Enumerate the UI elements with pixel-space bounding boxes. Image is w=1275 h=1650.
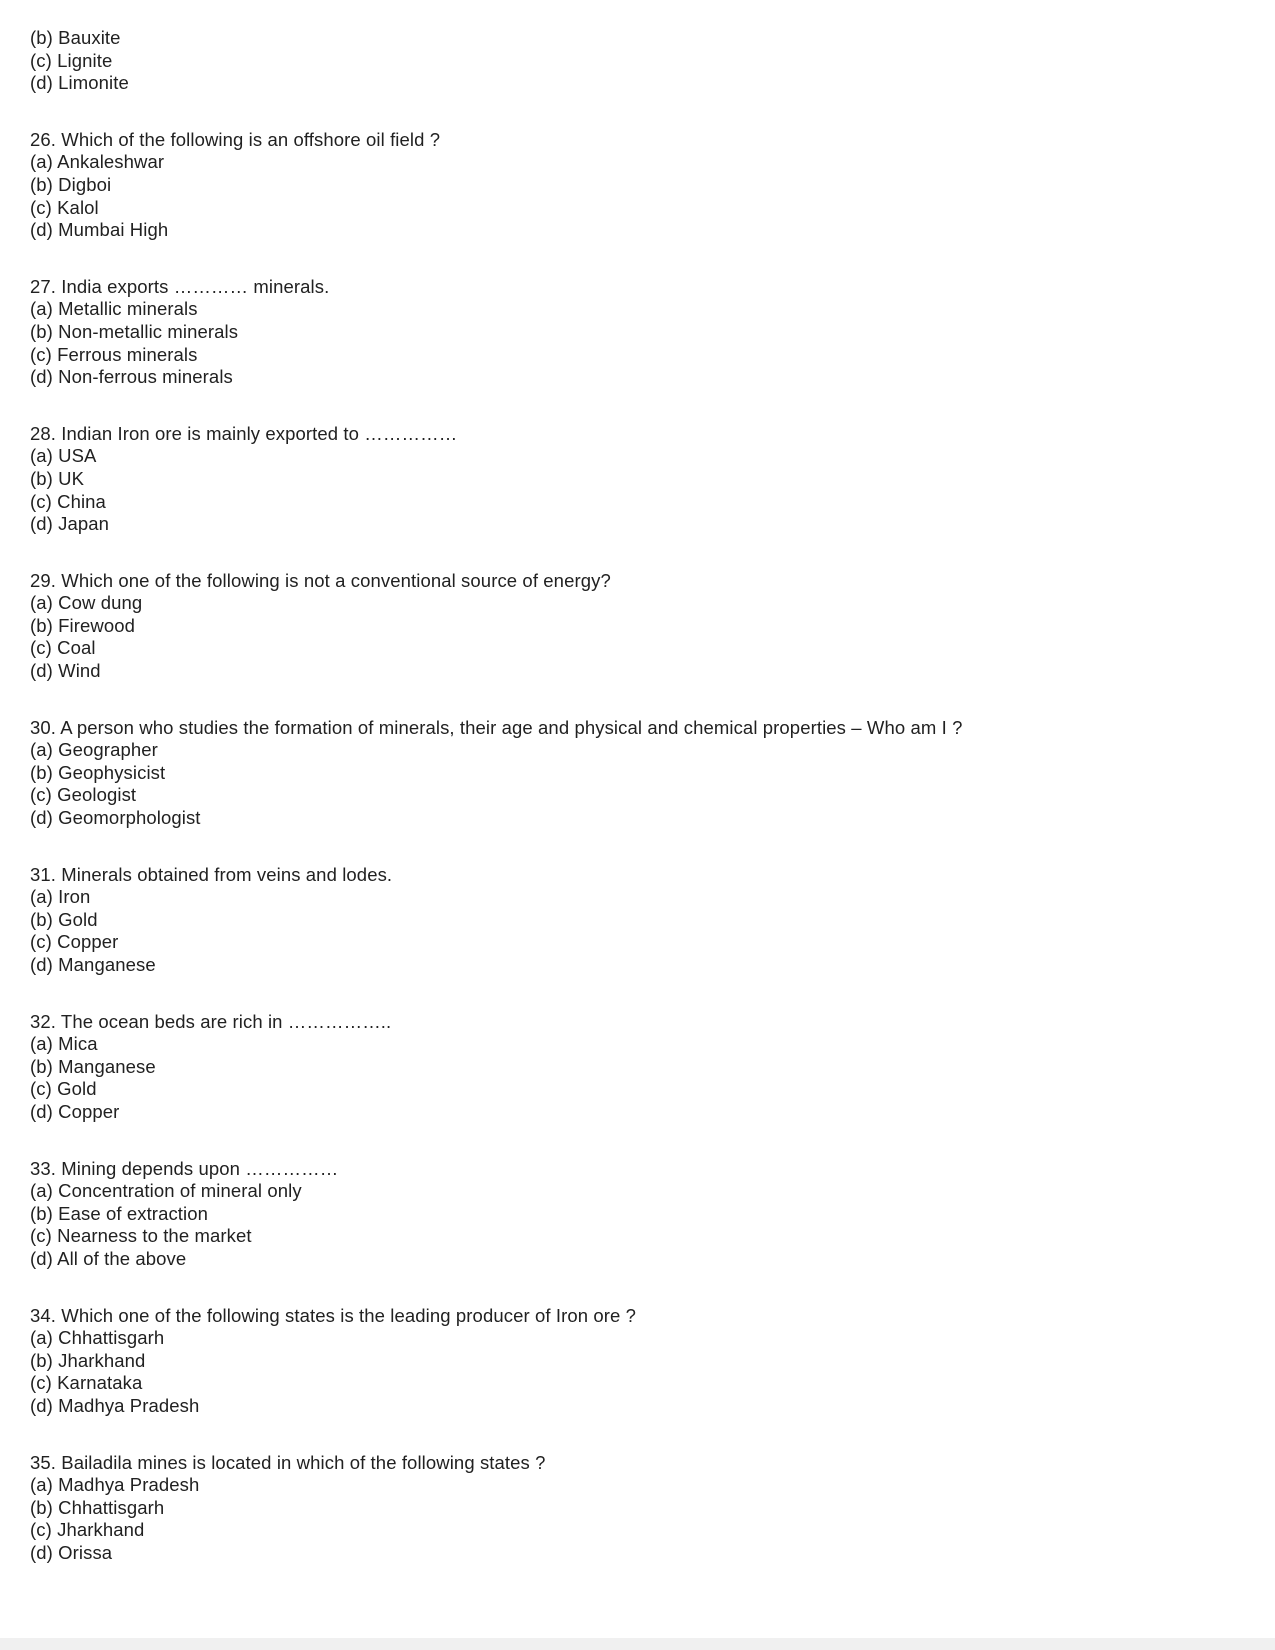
option-text: (b) Bauxite <box>30 27 121 48</box>
option-text: (a) Madhya Pradesh <box>30 1474 200 1496</box>
question-text: 32. The ocean beds are rich in …………….. <box>30 1010 392 1032</box>
option-text: (a) Mica <box>30 1033 98 1055</box>
option-text: (a) USA <box>30 445 97 467</box>
option-text: (d) Japan <box>30 513 110 535</box>
option-text: (b) Digboi <box>30 173 112 195</box>
option-text: (c) Karnataka <box>30 1372 143 1394</box>
question-block <box>30 1305 1245 1418</box>
option-text: (a) Chhattisgarh <box>30 1327 165 1349</box>
option-text: (c) China <box>30 490 106 512</box>
question-block <box>30 864 1245 977</box>
question-text: 29. Which one of the following is not a conventional source of energy? <box>30 569 611 591</box>
question-text: 33. Mining depends upon …………… <box>30 1157 339 1179</box>
option-text: (c) Kalol <box>30 196 99 218</box>
option-text: (b) Jharkhand <box>30 1349 146 1371</box>
question-text: 28. Indian Iron ore is mainly exported to …………… <box>30 422 458 444</box>
question-block <box>30 1452 1245 1565</box>
option-text: (c) Nearness to the market <box>30 1225 252 1247</box>
option-text: (b) Geophysicist <box>30 761 166 783</box>
option-text: (d) Wind <box>30 660 101 682</box>
question-text: 27. India exports ………… minerals. <box>30 275 330 297</box>
option-text: (b) Non-metallic minerals <box>30 320 239 342</box>
option-text: (d) Limonite <box>30 72 129 94</box>
option-text: (d) Geomorphologist <box>30 807 201 829</box>
option-text: (b) Chhattisgarh <box>30 1496 165 1518</box>
option-text: (a) Ankaleshwar <box>30 151 165 173</box>
option-text: (b) Gold <box>30 908 98 930</box>
option-text: (b) Manganese <box>30 1055 156 1077</box>
question-block <box>30 570 1245 683</box>
option-text: (d) All of the above <box>30 1247 187 1269</box>
option-text: (b) Firewood <box>30 614 136 636</box>
page-bottom-strip <box>0 1638 1275 1650</box>
option-text: (d) Madhya Pradesh <box>30 1394 200 1416</box>
option-text: (d) Non-ferrous minerals <box>30 366 233 388</box>
option-text: (d) Mumbai High <box>30 219 169 241</box>
option-text: (c) Copper <box>30 931 119 953</box>
question-block <box>30 1158 1245 1271</box>
option-text: (a) Concentration of mineral only <box>30 1180 302 1202</box>
option-text: (d) Manganese <box>30 954 156 975</box>
option-text: (a) Geographer <box>30 739 158 761</box>
option-text: (c) Jharkhand <box>30 1519 145 1541</box>
question-block <box>30 27 1245 95</box>
option-text: (d) Orissa <box>30 1541 113 1563</box>
question-block <box>30 1011 1245 1124</box>
option-text: (b) UK <box>30 467 85 489</box>
question-text: 26. Which of the following is an offshore oil field ? <box>30 128 441 150</box>
question-block <box>30 717 1245 830</box>
question-text: 31. Minerals obtained from veins and lodes. <box>30 863 393 885</box>
option-text: (b) Ease of extraction <box>30 1202 209 1224</box>
option-text: (d) Copper <box>30 1100 120 1122</box>
question-block <box>30 423 1245 536</box>
option-text: (a) Iron <box>30 886 91 908</box>
option-text: (c) Ferrous minerals <box>30 343 198 365</box>
option-text: (c) Coal <box>30 637 96 659</box>
option-text: (c) Gold <box>30 1078 97 1100</box>
option-text: (c) Geologist <box>30 784 137 806</box>
option-text: (a) Metallic minerals <box>30 298 198 320</box>
question-block <box>30 276 1245 389</box>
question-text: 35. Bailadila mines is located in which of the following states ? <box>30 1451 546 1473</box>
option-text: (a) Cow dung <box>30 592 143 614</box>
question-text: 34. Which one of the following states is the leading producer of Iron ore ? <box>30 1304 637 1326</box>
question-text: 30. A person who studies the formation of minerals, their age and physical and chemical properties – Who am I ? <box>30 716 963 738</box>
option-text: (c) Lignite <box>30 49 113 71</box>
question-block <box>30 129 1245 242</box>
